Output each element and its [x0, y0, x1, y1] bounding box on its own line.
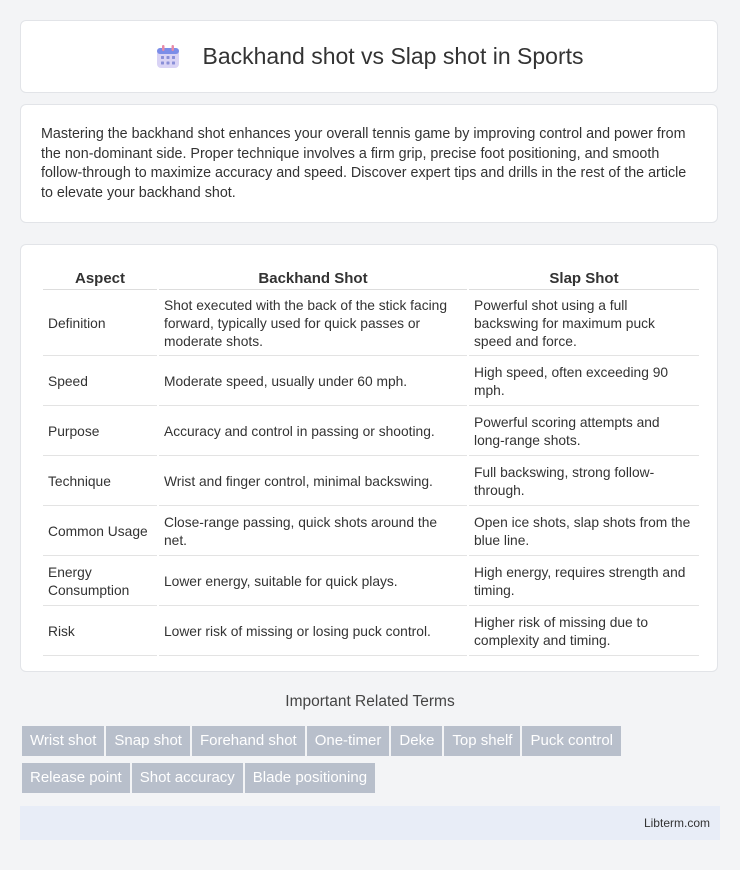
cell-slap: High energy, requires strength and timing. [469, 558, 699, 606]
tag-puck-control[interactable]: Puck control [522, 726, 621, 756]
cell-aspect: Common Usage [43, 508, 157, 556]
table-row [43, 608, 699, 656]
cell-aspect: Technique [43, 458, 157, 506]
tag-top-shelf[interactable]: Top shelf [444, 726, 520, 756]
cell-backhand: Lower risk of missing or losing puck control. [159, 608, 467, 656]
footer [20, 806, 720, 840]
related-terms-title: Important Related Terms [285, 693, 455, 710]
cell-slap: Open ice shots, slap shots from the blue line. [469, 508, 699, 556]
table-row [43, 408, 699, 456]
comparison-table [41, 265, 701, 658]
cell-backhand: Accuracy and control in passing or shooting. [159, 408, 467, 456]
cell-backhand: Wrist and finger control, minimal backswing. [159, 458, 467, 506]
footer-site-link[interactable]: Libterm.com [643, 816, 710, 830]
table-row [43, 508, 699, 556]
header-aspect: Aspect [43, 267, 157, 290]
intro-card [20, 104, 718, 223]
cell-aspect: Energy Consumption [43, 558, 157, 606]
cell-backhand: Lower energy, suitable for quick plays. [159, 558, 467, 606]
table-row [43, 358, 699, 406]
table-row [43, 558, 699, 606]
tag-deke[interactable]: Deke [391, 726, 442, 756]
tag-shot-accuracy[interactable]: Shot accuracy [132, 763, 243, 793]
tag-one-timer[interactable]: One-timer [307, 726, 390, 756]
cell-backhand: Shot executed with the back of the stick facing forward, typically used for quick passes or moderate shots. [159, 292, 467, 356]
cell-slap: Higher risk of missing due to complexity and timing. [469, 608, 699, 656]
cell-slap: High speed, often exceeding 90 mph. [469, 358, 699, 406]
cell-aspect: Purpose [43, 408, 157, 456]
header-backhand: Backhand Shot [159, 267, 467, 290]
table-header-row [43, 267, 699, 290]
cell-backhand: Moderate speed, usually under 60 mph. [159, 358, 467, 406]
cell-slap: Full backswing, strong follow-through. [469, 458, 699, 506]
cell-backhand: Close-range passing, quick shots around the net. [159, 508, 467, 556]
tag-release-point[interactable]: Release point [22, 763, 130, 793]
tag-snap-shot[interactable]: Snap shot [106, 726, 190, 756]
tag-wrist-shot[interactable]: Wrist shot [22, 726, 104, 756]
cell-slap: Powerful scoring attempts and long-range shots. [469, 408, 699, 456]
calendar-icon [155, 44, 181, 70]
tag-forehand-shot[interactable]: Forehand shot [192, 726, 305, 756]
cell-aspect: Speed [43, 358, 157, 406]
intro-text: Mastering the backhand shot enhances your overall tennis game by improving control and power from the non-dominant side. Proper technique involves a firm grip, precise foot positioning, and smooth follow-through to maximize accuracy and speed. Discover expert tips and drills in the rest of the article to elevate your backhand shot. [41, 126, 687, 201]
comparison-card [20, 244, 718, 672]
header-slap: Slap Shot [469, 267, 699, 290]
cell-slap: Powerful shot using a full backswing for maximum puck speed and force. [469, 292, 699, 356]
cell-aspect: Definition [43, 292, 157, 356]
table-row [43, 458, 699, 506]
title-card [20, 20, 718, 93]
related-terms-list [22, 726, 722, 800]
tag-blade-positioning[interactable]: Blade positioning [245, 763, 375, 793]
table-row [43, 292, 699, 356]
page-title: Backhand shot vs Slap shot in Sports [202, 43, 584, 69]
cell-aspect: Risk [43, 608, 157, 656]
